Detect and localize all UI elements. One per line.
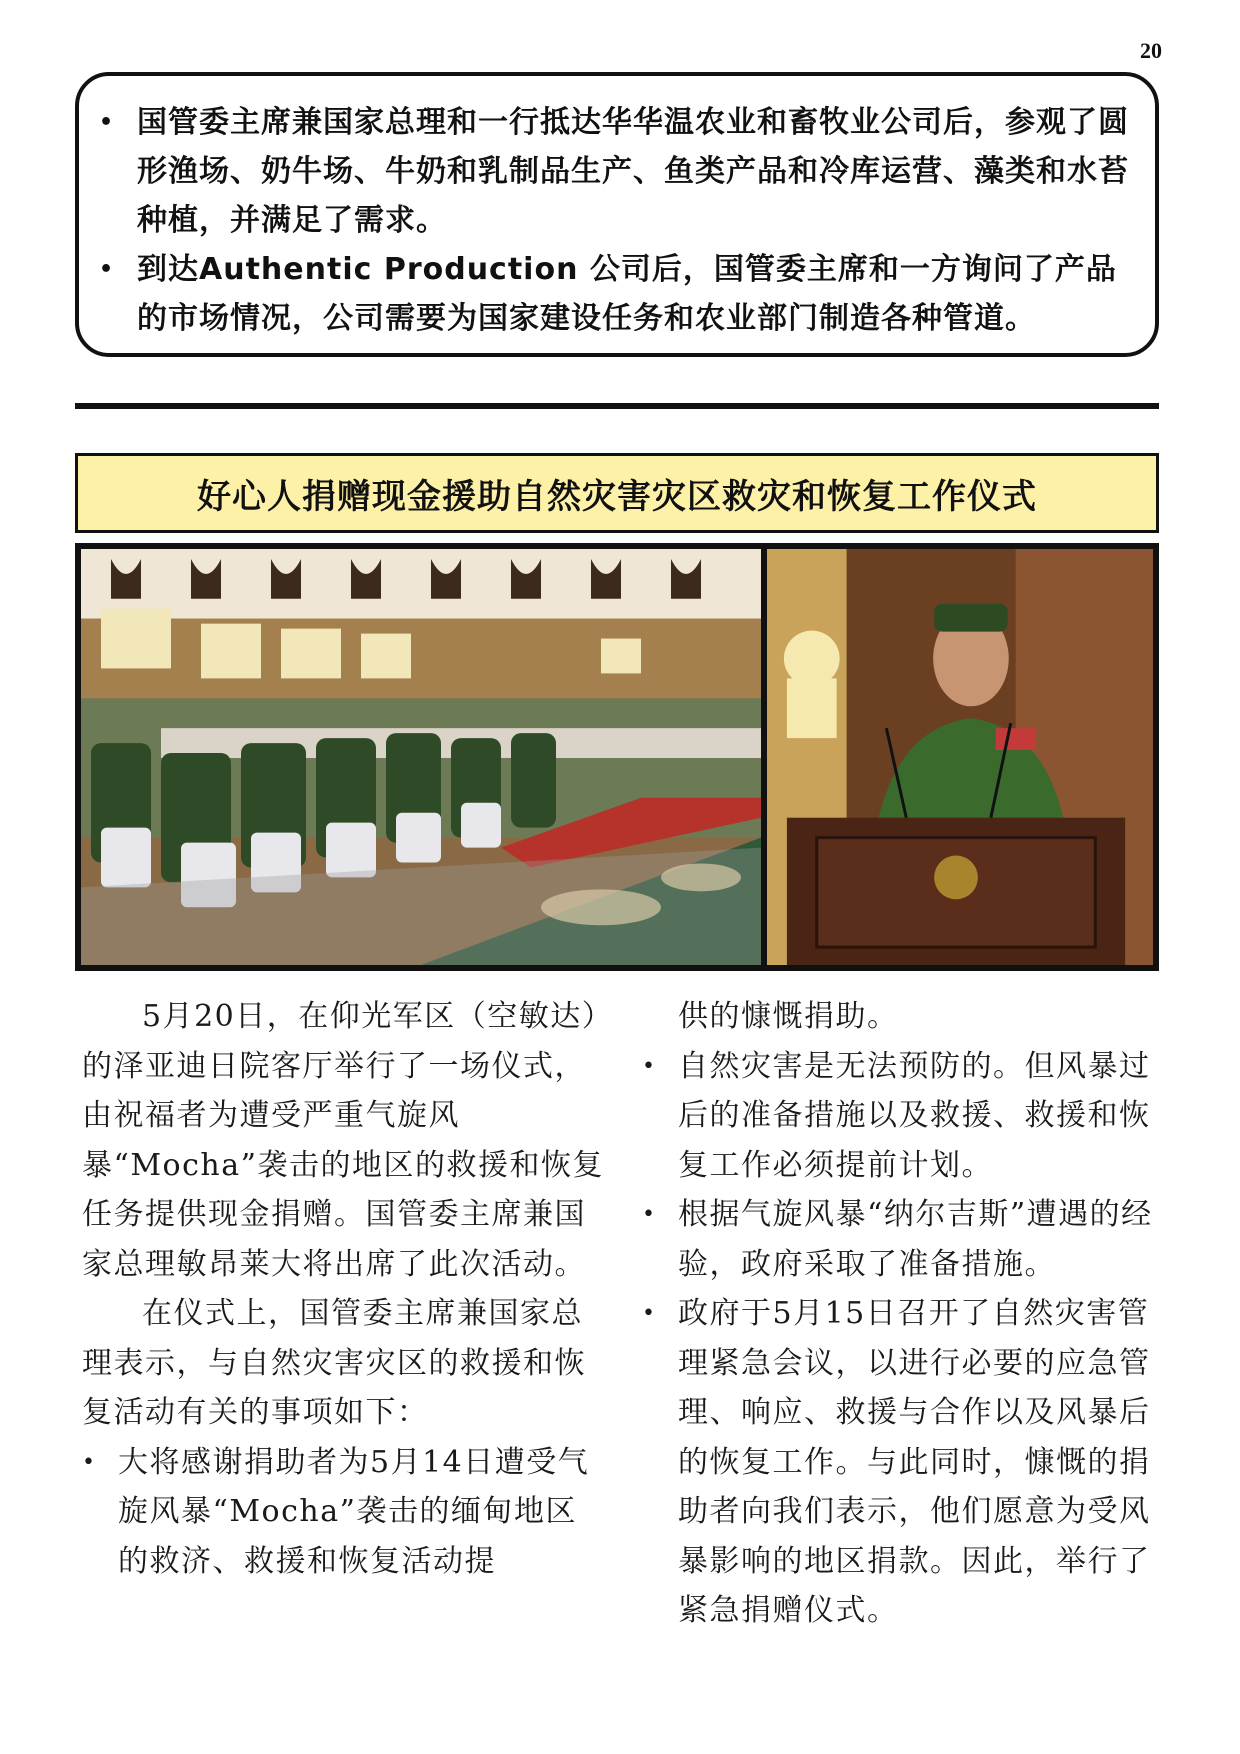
- summary-bullet-list: [97, 98, 1129, 343]
- article-left-column: [82, 992, 604, 1586]
- photo-frame: [75, 543, 1159, 971]
- article-bullet: • 自然灾害是无法预防的。但风暴过后的准备措施以及救援、救援和恢复工作必须提前计划。: [642, 1042, 1162, 1191]
- article-bullet-list: [642, 1042, 1162, 1636]
- article-bullet: • 政府于5月15日召开了自然灾害管理紧急会议，以进行必要的应急管理、响应、救援与合作以及风暴后的恢复工作。与此同时，慷慨的捐助者向我们表示，他们愿意为受风暴影响的地区捐款。因此，举行了紧急捐赠仪式。: [642, 1289, 1162, 1636]
- article-bullet: • 根据气旋风暴“纳尔吉斯”遭遇的经验，政府采取了准备措施。: [642, 1190, 1162, 1289]
- article-bullet-list: [82, 1438, 604, 1587]
- article-bullet: • 大将感谢捐助者为5月14日遭受气旋风暴“Mocha”袭击的缅甸地区的救济、救援和恢复活动提: [82, 1438, 604, 1587]
- article-right-column: [642, 992, 1162, 1636]
- ceremony-audience-photo: [81, 549, 761, 965]
- page-number: 20: [1140, 38, 1162, 63]
- article-title: 好心人捐赠现金援助自然灾害灾区救灾和恢复工作仪式: [75, 453, 1159, 533]
- section-divider: [75, 403, 1159, 409]
- article-continuation: 供的慷慨捐助。: [678, 999, 899, 1034]
- article-paragraph: 5月20日，在仰光军区（空敏达）的泽亚迪日院客厅举行了一场仪式，由祝福者为遭受严重气旋风暴“Mocha”袭击的地区的救援和恢复任务提供现金捐赠。国管委主席兼国家总理敏昂莱大将出席了此次活动。: [82, 999, 604, 1282]
- summary-bullet: • 到达Authentic Production 公司后，国管委主席和一方询问了产品的市场情况，公司需要为国家建设任务和农业部门制造各种管道。: [97, 245, 1129, 343]
- summary-box: [75, 72, 1159, 357]
- speaker-at-podium-photo: [767, 549, 1153, 965]
- summary-bullet: • 国管委主席兼国家总理和一行抵达华华温农业和畜牧业公司后，参观了圆形渔场、奶牛场、牛奶和乳制品生产、鱼类产品和冷库运营、藻类和水苔种植，并满足了需求。: [97, 98, 1129, 245]
- article-paragraph: 在仪式上，国管委主席兼国家总理表示，与自然灾害灾区的救援和恢复活动有关的事项如下：: [82, 1296, 586, 1430]
